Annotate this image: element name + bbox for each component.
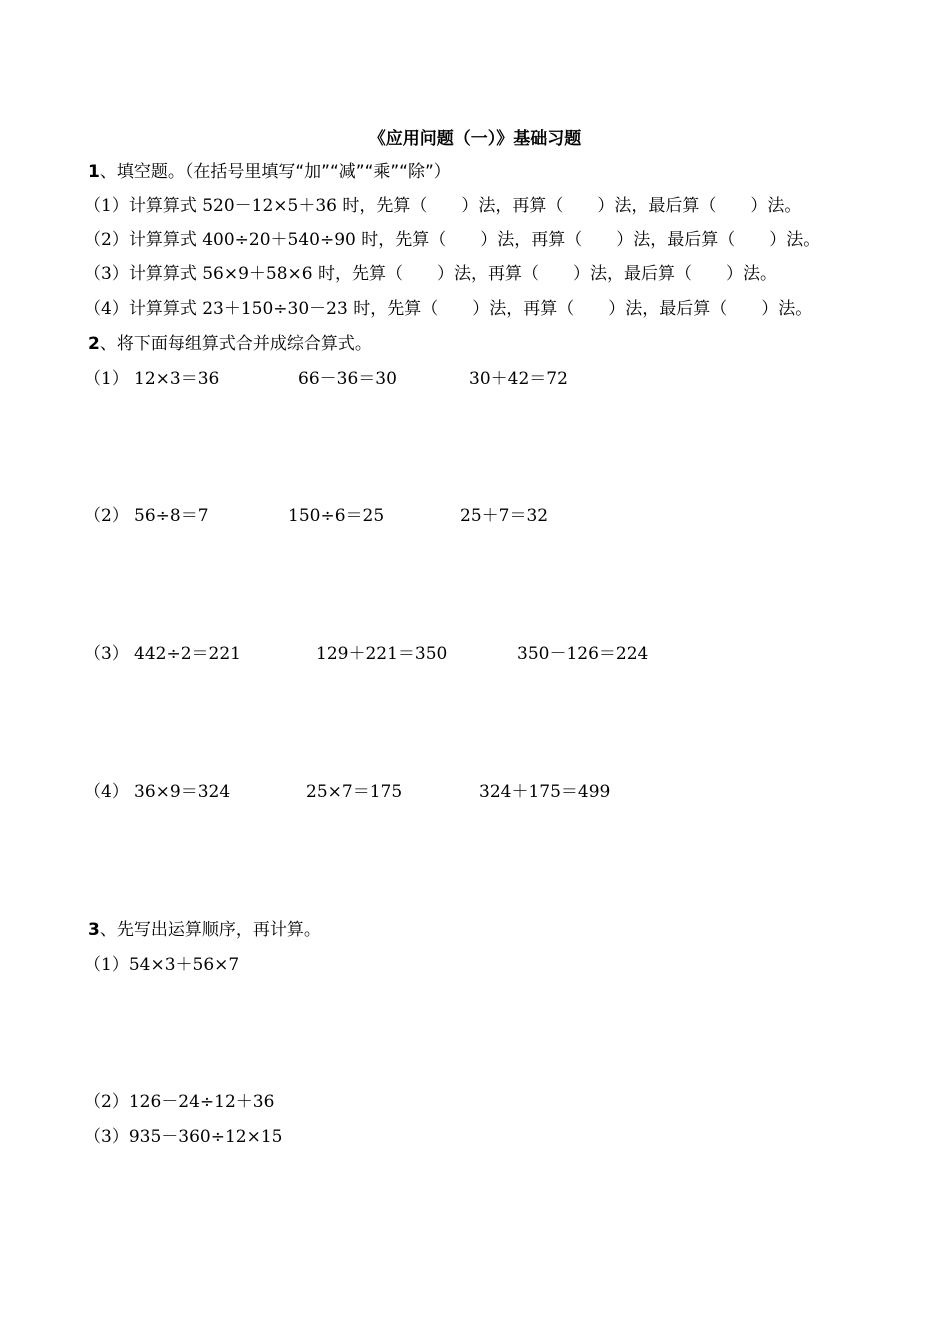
section-1-item-1: （1）计算算式 520－12×5＋36 时，先算（ ）法，再算（ ）法，最后算（ ）法。 [84, 196, 802, 216]
group-3-label: （3） [84, 644, 129, 664]
group-1-eq-2: 66－36＝30 [298, 369, 397, 389]
section-2-number: 2 [88, 334, 100, 354]
group-2-eq-3: 25＋7＝32 [460, 506, 549, 526]
group-2-eq-1: 56÷8＝7 [134, 506, 209, 526]
group-2-label: （2） [84, 506, 129, 526]
section-3-item-1: （1）54×3＋56×7 [84, 955, 240, 975]
section-1-number: 1 [88, 162, 100, 182]
group-4-eq-3: 324＋175＝499 [479, 782, 611, 802]
section-3-heading-text: 、先写出运算顺序，再计算。 [99, 920, 321, 940]
group-4-eq-2: 25×7＝175 [306, 782, 403, 802]
group-1-eq-3: 30＋42＝72 [469, 369, 568, 389]
section-3-number: 3 [88, 920, 100, 940]
group-4-eq-1: 36×9＝324 [134, 782, 231, 802]
section-3-item-2: （2）126－24÷12＋36 [84, 1092, 275, 1112]
section-3-heading [88, 918, 321, 942]
group-4-label: （4） [84, 782, 129, 802]
section-1-heading-text: 、填空题。（在括号里填写“加”“减”“乘”“除”） [99, 162, 451, 182]
section-1-item-4: （4）计算算式 23＋150÷30－23 时，先算（ ）法，再算（ ）法，最后算（ ）法。 [84, 299, 813, 319]
section-1-item-3: （3）计算算式 56×9＋58×6 时，先算（ ）法，再算（ ）法，最后算（ ）法。 [84, 264, 778, 284]
section-1-item-2: （2）计算算式 400÷20＋540÷90 时，先算（ ）法，再算（ ）法，最后算（ ）法。 [84, 230, 821, 250]
group-3-eq-3: 350－126＝224 [517, 644, 649, 664]
page-title: 《应用问题（一）》基础习题 [368, 129, 582, 149]
group-2-eq-2: 150÷6＝25 [288, 506, 385, 526]
section-2-heading-text: 、将下面每组算式合并成综合算式。 [99, 334, 372, 354]
group-1-eq-1: 12×3＝36 [134, 369, 220, 389]
section-3-item-3: （3）935－360÷12×15 [84, 1127, 283, 1147]
section-1-heading [88, 160, 451, 184]
section-2-heading [88, 332, 372, 356]
group-3-eq-1: 442÷2＝221 [134, 644, 241, 664]
group-1-label: （1） [84, 369, 129, 389]
group-3-eq-2: 129＋221＝350 [316, 644, 448, 664]
